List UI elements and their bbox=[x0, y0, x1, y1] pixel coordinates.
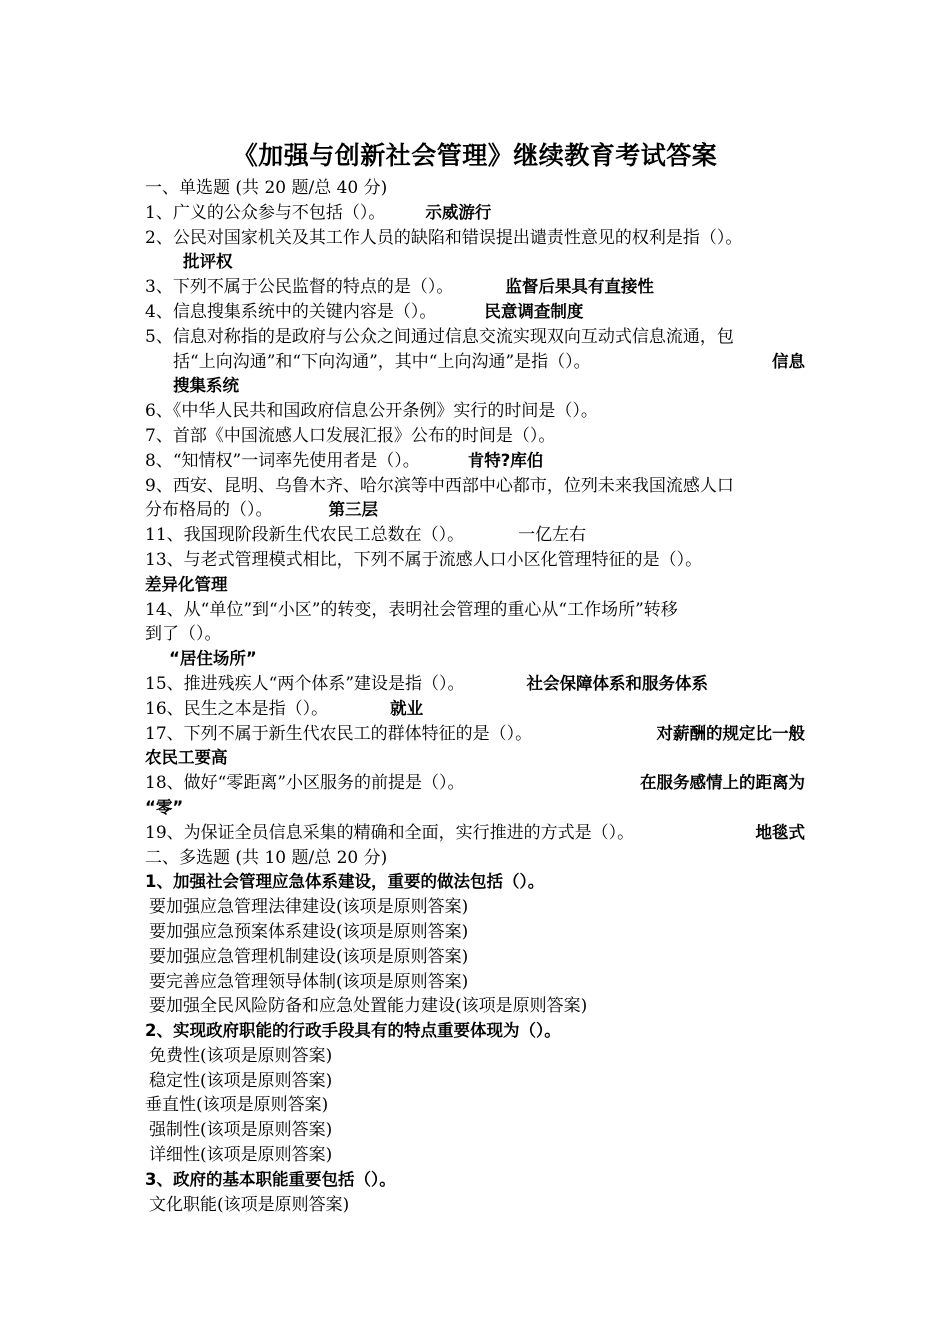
answer: 监督后果具有直接性 bbox=[505, 277, 654, 297]
question-text: 7、首部《中国流感人口发展汇报》公布的时间是（）。 bbox=[145, 425, 556, 446]
question-text: 5、信息对称指的是政府与公众之间通过信息交流实现双向互动式信息流通，包 bbox=[145, 326, 734, 347]
question-text: 到了（）。 bbox=[145, 624, 222, 645]
answer: 搜集系统 bbox=[173, 376, 239, 396]
answer-line bbox=[145, 746, 815, 771]
question-text: 括“上向沟通”和“下向沟通”，其中“上向沟通”是指（）。 bbox=[173, 351, 591, 372]
answer: 第三层 bbox=[328, 500, 378, 520]
answer: 社会保障体系和服务体系 bbox=[526, 673, 709, 693]
question-text: 15、推进残疾人“两个体系”建设是指（）。 bbox=[145, 673, 465, 694]
question-text: 9、西安、昆明、乌鲁木齐、哈尔滨等中西部中心都市，位列未来我国流感人口 bbox=[145, 475, 734, 496]
answer: 地毯式 bbox=[755, 822, 805, 842]
answer-line bbox=[145, 374, 815, 399]
question-9-cont bbox=[145, 498, 815, 523]
answer: 批评权 bbox=[183, 252, 233, 272]
question-8 bbox=[145, 449, 815, 474]
option: 要加强应急预案体系建设(该项是原则答案) bbox=[149, 921, 469, 942]
option: 稳定性(该项是原则答案) bbox=[149, 1070, 333, 1091]
answer: 肯特?库伯 bbox=[467, 450, 544, 470]
option: 要加强应急管理机制建设(该项是原则答案) bbox=[149, 946, 469, 967]
answer: 对薪酬的规定比一般 bbox=[656, 723, 805, 743]
question-text: 3、下列不属于公民监督的特点的是（）。 bbox=[145, 277, 454, 298]
option: 文化职能(该项是原则答案) bbox=[149, 1194, 350, 1215]
answer: 示威游行 bbox=[425, 202, 492, 222]
answer: “零” bbox=[145, 797, 184, 817]
option: 垂直性(该项是原则答案) bbox=[145, 1095, 329, 1116]
question-1 bbox=[145, 201, 815, 226]
answer: 就业 bbox=[390, 698, 424, 718]
question-11 bbox=[145, 523, 815, 548]
question-7 bbox=[145, 424, 815, 449]
answer: 一亿左右 bbox=[518, 525, 587, 546]
section1-header: 一、单选题 (共 20 题/总 40 分) bbox=[145, 178, 388, 198]
question-2 bbox=[145, 226, 815, 251]
answer: 信息 bbox=[772, 351, 805, 371]
content-body bbox=[145, 176, 815, 1217]
option: 要加强全民风险防备和应急处置能力建设(该项是原则答案) bbox=[149, 996, 588, 1017]
answer: 在服务感情上的距离为 bbox=[640, 773, 805, 793]
answer-line bbox=[145, 250, 815, 275]
answer: “居住场所” bbox=[169, 649, 257, 669]
question-text: 18、做好“零距离”小区服务的前提是（）。 bbox=[145, 773, 465, 794]
question-text: 13、与老式管理模式相比，下列不属于流感人口小区化管理特征的是（）。 bbox=[145, 549, 703, 570]
question-text: 19、为保证全员信息采集的精确和全面，实行推进的方式是（）。 bbox=[145, 822, 635, 843]
question-3 bbox=[145, 275, 815, 300]
question-16 bbox=[145, 697, 815, 722]
question-14 bbox=[145, 598, 815, 623]
answer-line bbox=[145, 796, 815, 821]
question-text: 分布格局的（）。 bbox=[145, 500, 273, 521]
section2-header: 二、多选题 (共 10 题/总 20 分) bbox=[145, 847, 388, 868]
multi-question-1 bbox=[145, 870, 815, 895]
question-5-cont bbox=[145, 350, 815, 375]
question-19 bbox=[145, 821, 815, 846]
question-15 bbox=[145, 672, 815, 697]
option: 要加强应急管理法律建设(该项是原则答案) bbox=[149, 897, 469, 918]
question-text: 2、实现政府职能的行政手段具有的特点重要体现为（）。 bbox=[145, 1021, 561, 1041]
answer: 农民工要高 bbox=[145, 748, 228, 768]
option: 详细性(该项是原则答案) bbox=[149, 1145, 333, 1166]
answer-line bbox=[145, 573, 815, 598]
question-14-cont bbox=[145, 622, 815, 647]
document-title: 《加强与创新社会管理》继续教育考试答案 bbox=[232, 141, 718, 170]
answer: 民意调查制度 bbox=[484, 301, 584, 321]
question-text: 1、加强社会管理应急体系建设，重要的做法包括（）。 bbox=[145, 872, 545, 892]
question-text: 11、我国现阶段新生代农民工总数在（）。 bbox=[145, 525, 465, 546]
option: 强制性(该项是原则答案) bbox=[149, 1120, 333, 1141]
question-17 bbox=[145, 722, 815, 747]
question-13 bbox=[145, 548, 815, 573]
question-text: 6、《中华人民共和国政府信息公开条例》实行的时间是（）。 bbox=[145, 401, 598, 422]
option: 要完善应急管理领导体制(该项是原则答案) bbox=[149, 971, 469, 992]
question-text: 4、信息搜集系统中的关键内容是（）。 bbox=[145, 301, 437, 322]
question-5 bbox=[145, 325, 815, 350]
answer: 差异化管理 bbox=[145, 574, 228, 594]
question-text: 14、从“单位”到“小区”的转变，表明社会管理的重心从“工作场所”转移 bbox=[145, 599, 678, 620]
question-text: 8、“知情权”一词率先使用者是（）。 bbox=[145, 450, 420, 471]
question-4 bbox=[145, 300, 815, 325]
multi-question-3 bbox=[145, 1168, 815, 1193]
question-text: 1、广义的公众参与不包括（）。 bbox=[145, 202, 386, 223]
question-text: 2、公民对国家机关及其工作人员的缺陷和错误提出谴责性意见的权利是指（）。 bbox=[145, 227, 743, 248]
multi-question-2 bbox=[145, 1019, 815, 1044]
question-9 bbox=[145, 474, 815, 499]
answer-line bbox=[145, 647, 815, 672]
question-text: 17、下列不属于新生代农民工的群体特征的是（）。 bbox=[145, 723, 533, 744]
question-text: 16、民生之本是指（）。 bbox=[145, 698, 329, 719]
option: 免费性(该项是原则答案) bbox=[149, 1045, 333, 1066]
question-6 bbox=[145, 399, 815, 424]
question-text: 3、政府的基本职能重要包括（）。 bbox=[145, 1169, 396, 1189]
question-18 bbox=[145, 771, 815, 796]
